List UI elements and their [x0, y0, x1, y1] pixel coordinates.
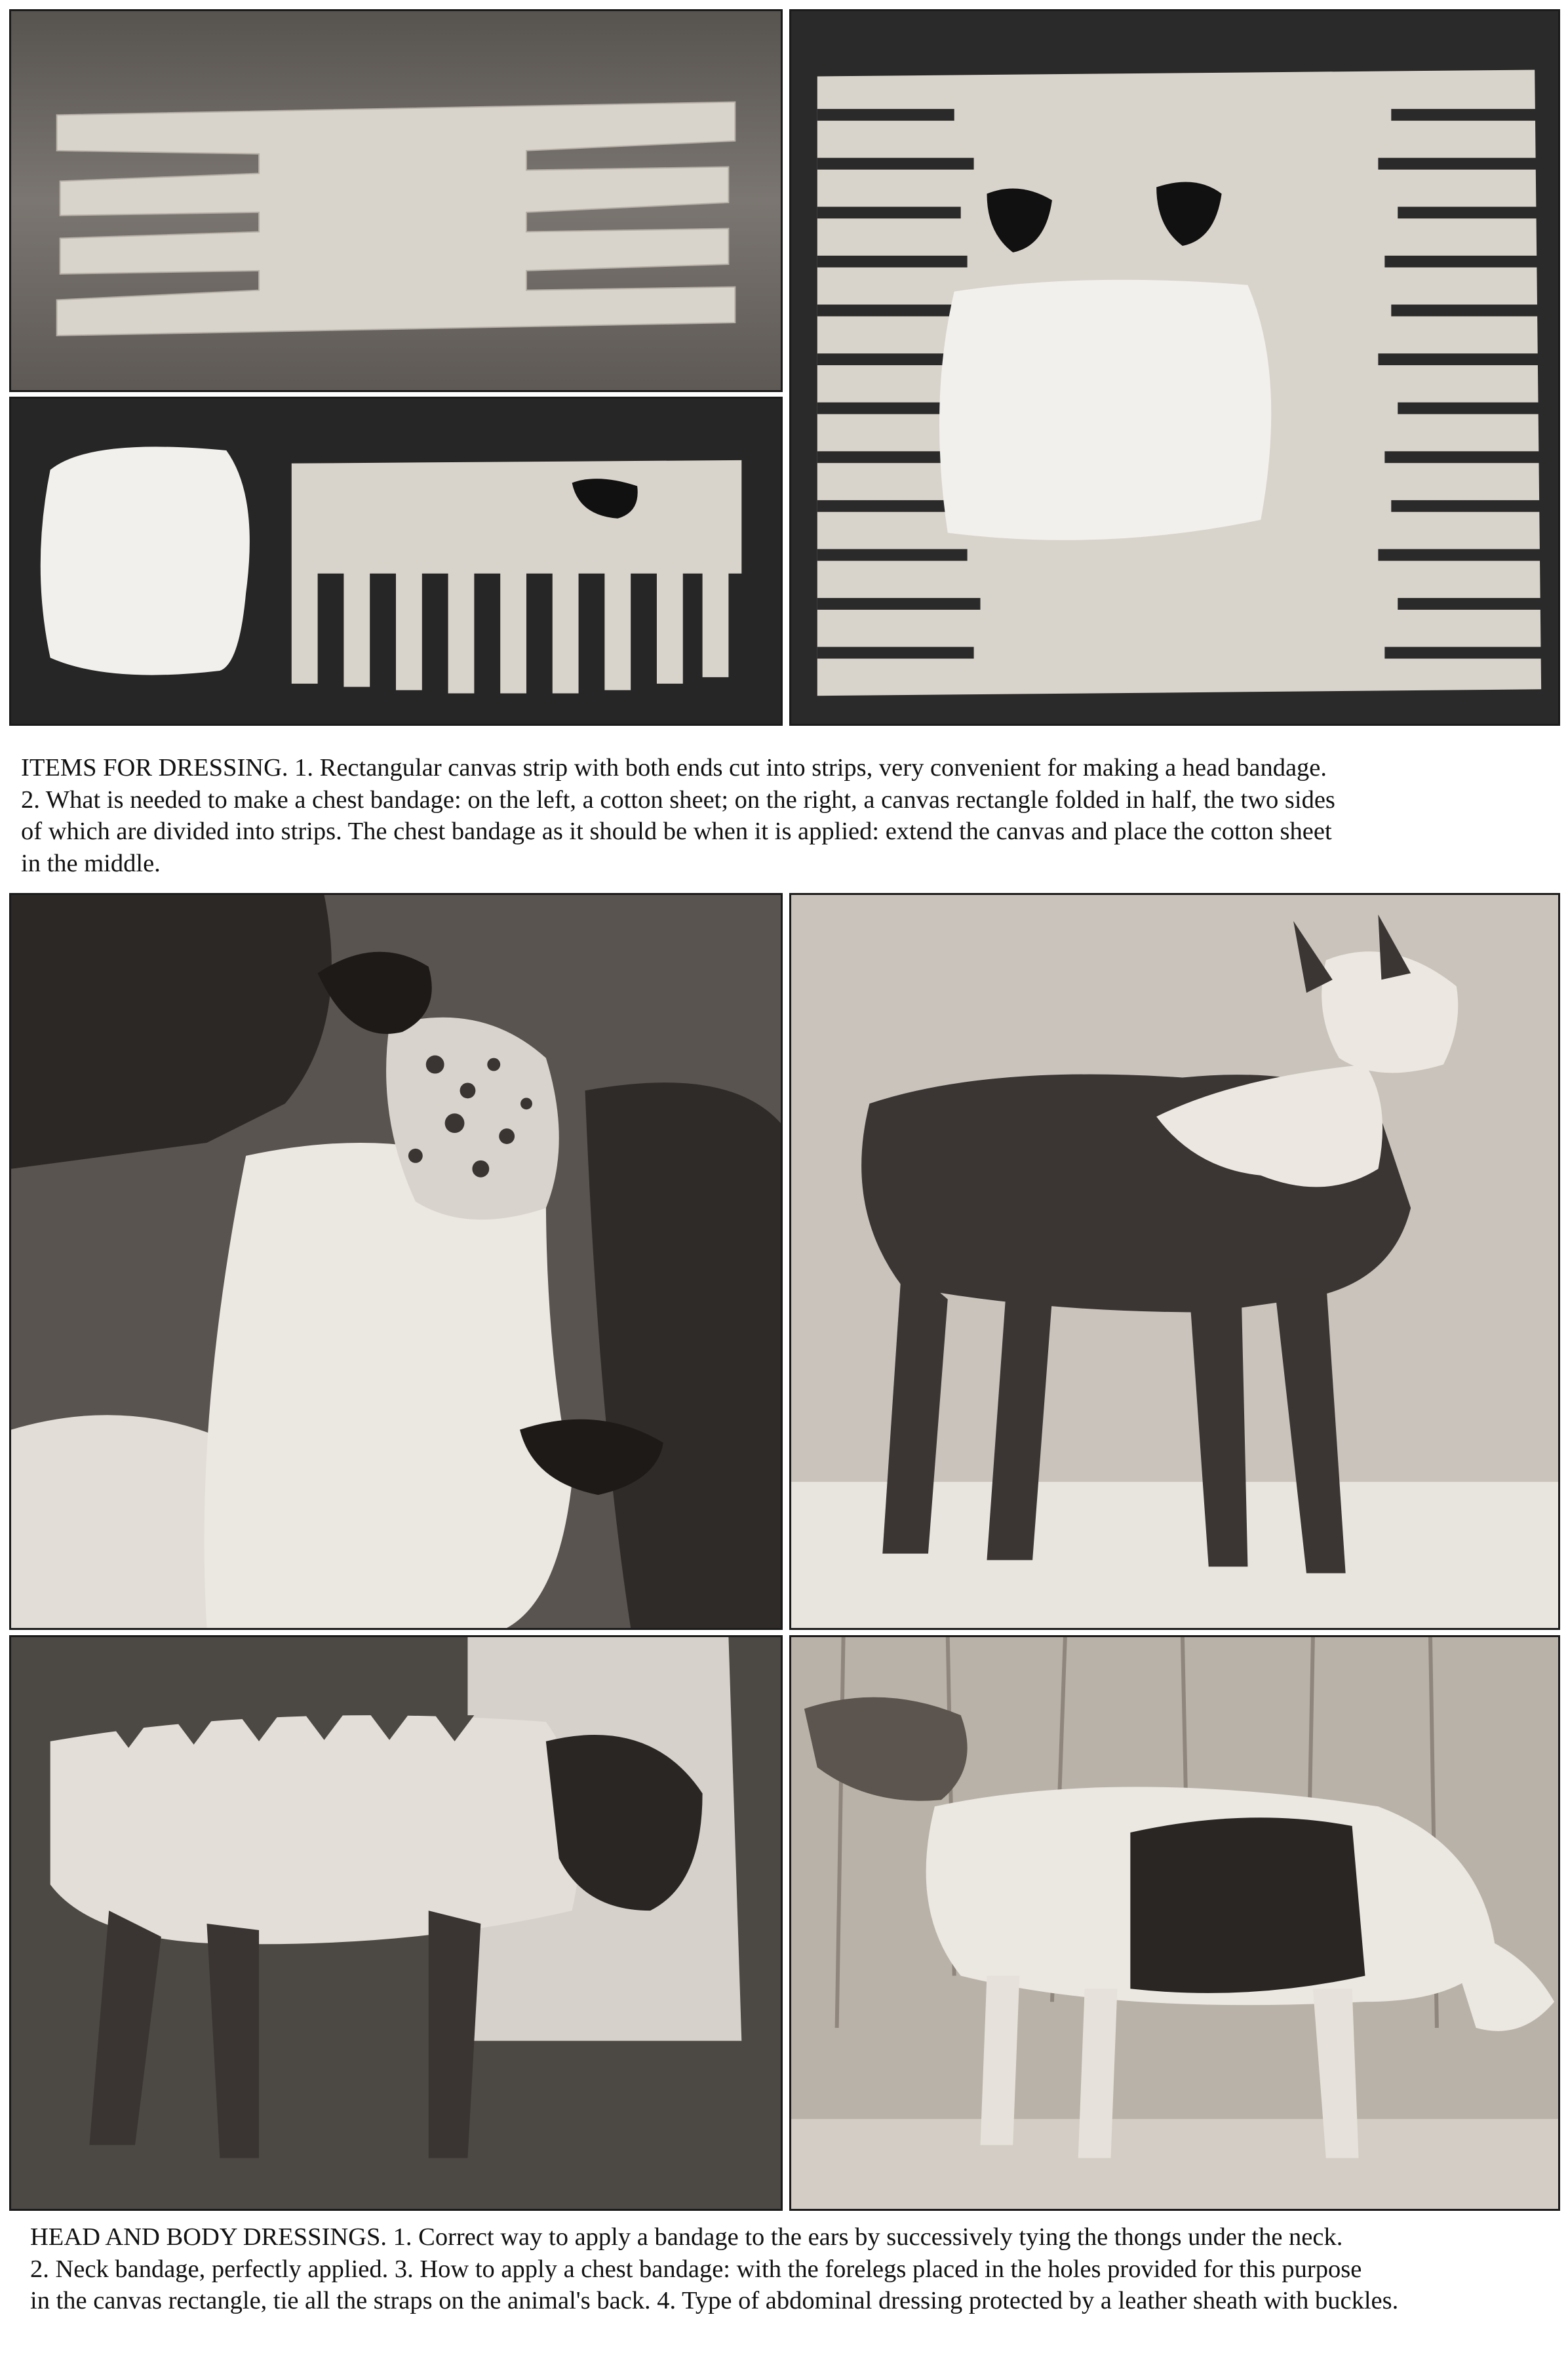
canvas-strip-illustration — [11, 11, 781, 390]
photo-neck-bandage — [789, 893, 1560, 1630]
chest-bandage-applied-illustration — [11, 1637, 781, 2209]
neck-bandage-illustration — [791, 895, 1558, 1628]
caption-line: of which are divided into strips. The chest bandage as it should be when it is applied: extend the canvas and place the cotton sheet — [21, 818, 1332, 845]
items-for-dressing-caption — [21, 752, 1555, 879]
caption-line: ITEMS FOR DRESSING. 1. Rectangular canvas strip with both ends cut into strips, very convenient for making a head bandage. — [21, 754, 1327, 782]
photo-chest-bandage-parts — [9, 397, 783, 726]
photo-chest-bandage-opened — [789, 9, 1560, 726]
abdominal-dressing-illustration — [791, 1637, 1558, 2209]
ear-bandage-illustration — [11, 895, 781, 1628]
photo-chest-bandage-applied — [9, 1635, 783, 2211]
caption-line: in the middle. — [21, 849, 161, 877]
chest-bandage-illustration — [791, 11, 1558, 724]
caption-line: 2. Neck bandage, perfectly applied. 3. How to apply a chest bandage: with the forelegs placed in the holes provided for this purpose — [30, 2255, 1362, 2283]
head-and-body-dressings-caption — [30, 2221, 1558, 2317]
caption-line: HEAD AND BODY DRESSINGS. 1. Correct way to apply a bandage to the ears by successively tying the thongs under the neck. — [30, 2223, 1343, 2251]
photo-abdominal-dressing — [789, 1635, 1560, 2211]
cotton-and-canvas-illustration — [11, 399, 781, 724]
photo-head-bandage-strip — [9, 9, 783, 392]
caption-line: in the canvas rectangle, tie all the straps on the animal's back. 4. Type of abdominal dressing protected by a leather sheath with buckles. — [30, 2287, 1399, 2314]
caption-line: 2. What is needed to make a chest bandage: on the left, a cotton sheet; on the right, a canvas rectangle folded in half, the two sides — [21, 785, 1335, 814]
photo-ear-bandage — [9, 893, 783, 1630]
